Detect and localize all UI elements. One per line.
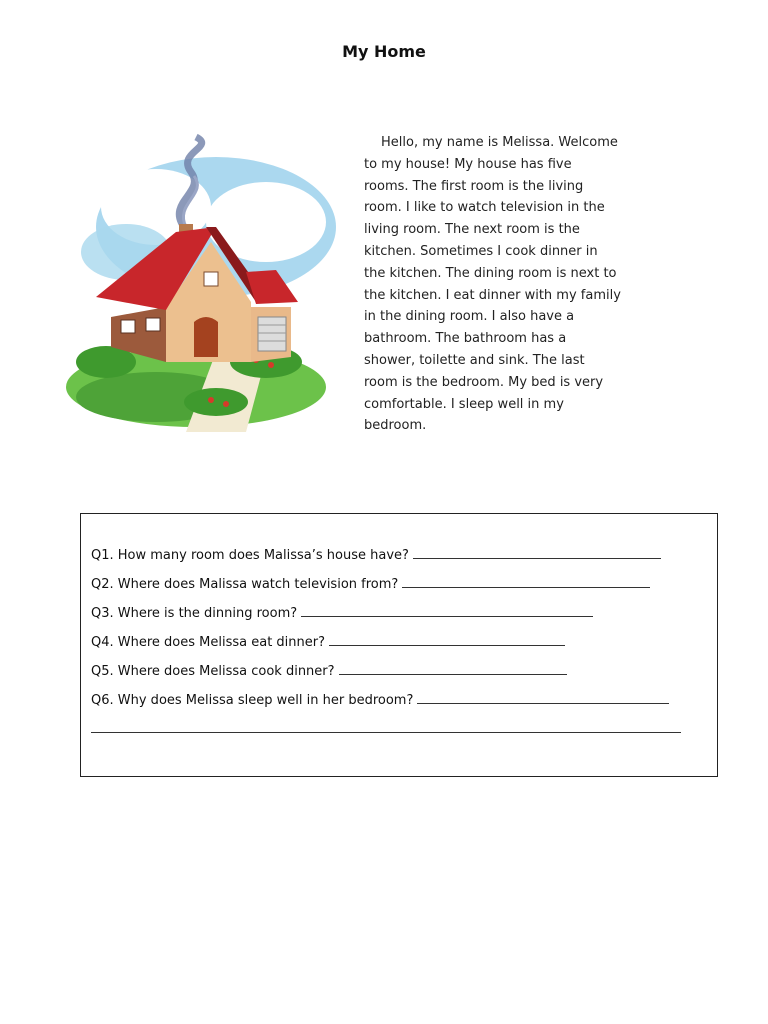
- answer-blank[interactable]: [339, 660, 567, 675]
- page-title: My Home: [342, 42, 426, 61]
- answer-blank[interactable]: [402, 573, 650, 588]
- house-illustration: [66, 132, 342, 432]
- question-text: Q2. Where does Malissa watch television from?: [91, 577, 399, 592]
- answer-line[interactable]: [91, 718, 681, 733]
- question-text: Q5. Where does Melissa cook dinner?: [91, 664, 335, 679]
- question-text: Q3. Where is the dinning room?: [91, 606, 298, 621]
- question-item: [91, 544, 709, 573]
- passage-line: the kitchen. The dining room is next to: [364, 265, 617, 281]
- passage-line: room is the bedroom. My bed is very: [364, 374, 604, 390]
- answer-blank[interactable]: [329, 631, 565, 646]
- passage-line: bedroom.: [364, 418, 427, 434]
- passage-line: living room. The next room is the: [364, 222, 580, 238]
- answer-blank[interactable]: [301, 602, 593, 617]
- question-item: [91, 660, 709, 689]
- reading-passage: [364, 132, 636, 437]
- passage-line: kitchen. Sometimes I cook dinner in: [364, 243, 598, 259]
- answer-blank[interactable]: [417, 689, 669, 704]
- passage-line: Hello, my name is Melissa. Welcome: [381, 135, 618, 150]
- question-text: Q6. Why does Melissa sleep well in her bedroom?: [91, 693, 414, 708]
- passage-line: room. I like to watch television in the: [364, 200, 605, 216]
- question-list: [91, 544, 709, 733]
- passage-line: the kitchen. I eat dinner with my family: [364, 287, 621, 303]
- passage-line: comfortable. I sleep well in my: [364, 396, 564, 412]
- passage-line: rooms. The first room is the living: [364, 178, 584, 194]
- answer-blank[interactable]: [413, 544, 661, 559]
- question-item: [91, 689, 709, 718]
- passage-line: bathroom. The bathroom has a: [364, 331, 567, 347]
- passage-line: to my house! My house has five: [364, 156, 572, 172]
- question-item: [91, 573, 709, 602]
- questions-box: [80, 513, 718, 777]
- passage-line: in the dining room. I also have a: [364, 309, 575, 325]
- question-text: Q4. Where does Melissa eat dinner?: [91, 635, 326, 650]
- question-text: Q1. How many room does Malissa’s house have?: [91, 548, 409, 563]
- question-item: [91, 631, 709, 660]
- question-item: [91, 602, 709, 631]
- passage-line: shower, toilette and sink. The last: [364, 352, 585, 368]
